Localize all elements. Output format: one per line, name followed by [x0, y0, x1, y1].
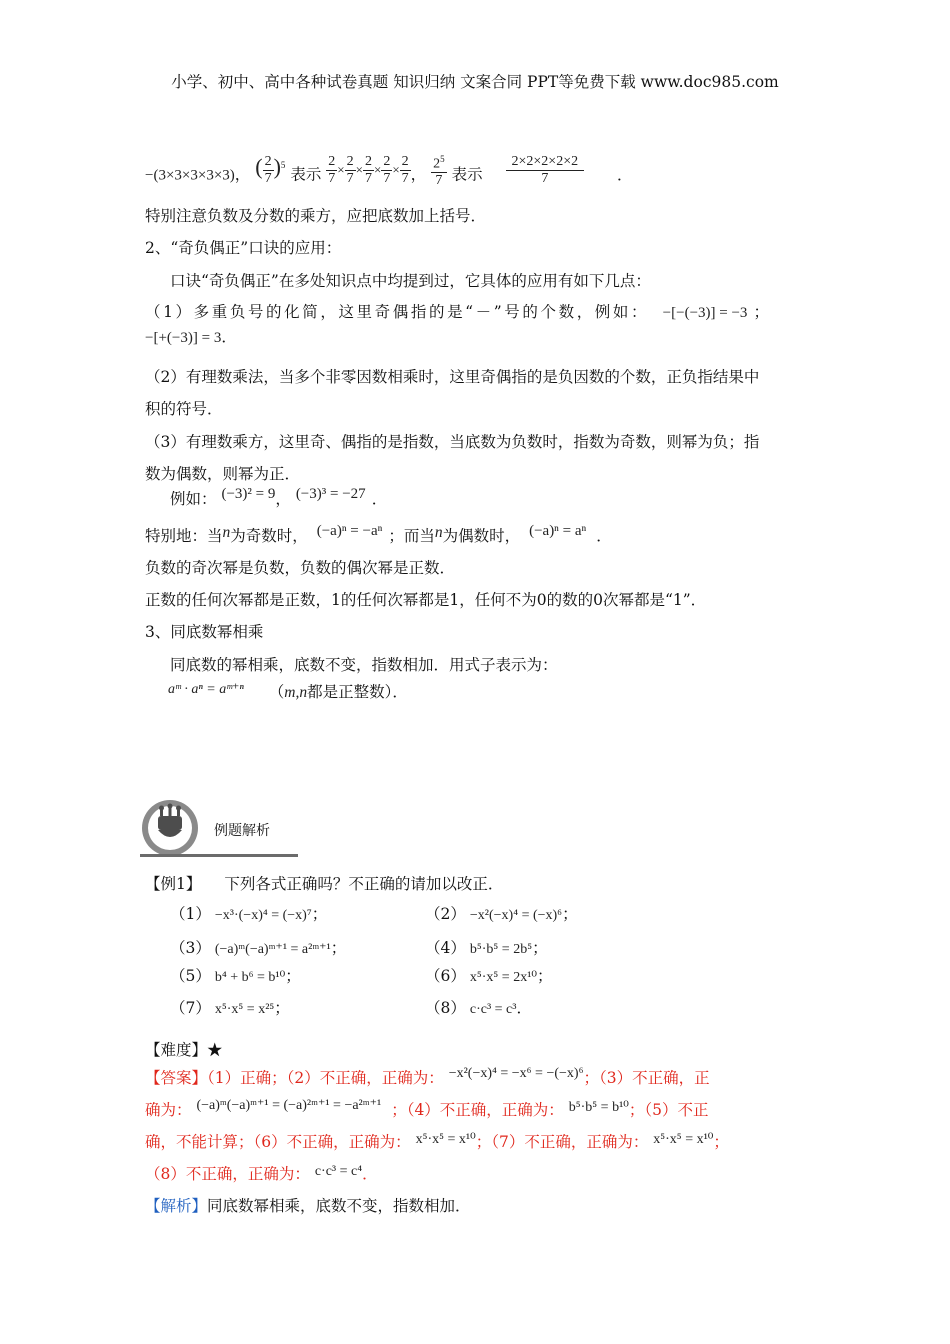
difficulty: 【难度】★: [145, 1041, 223, 1059]
banner-label: 例题解析: [214, 823, 270, 839]
paragraph: （1）多重负号的化简，这里奇偶指的是“－”号的个数，例如： −[−(−3)] = −3 ；: [145, 303, 769, 321]
answer-line: 确为： (−a)ᵐ(−a)ᵐ⁺¹ = (−a)²ᵐ⁺¹ = −a²ᵐ⁺¹ ；（4）不正确，正确为： b⁵·b⁵ = b¹⁰；（5）不正: [145, 1098, 709, 1119]
section-title: 3、同底数幂相乘: [145, 623, 264, 641]
paragraph: aᵐ · aⁿ = aᵐ⁺ⁿ （m,n都是正整数）．: [168, 682, 408, 701]
example-question: 【例1】 下列各式正确吗？不正确的请加以改正．: [145, 875, 504, 893]
paragraph: 同底数的幂相乘，底数不变，指数相加．用式子表示为：: [170, 656, 558, 674]
analysis-label: 【解析】: [145, 1197, 208, 1215]
math-expression: b⁴ + b⁶ = b¹⁰: [214, 970, 286, 985]
math-expression: (−a)ⁿ = −aⁿ: [316, 523, 383, 539]
math-expression: x⁵·x⁵ = x¹⁰: [415, 1132, 476, 1147]
example-item: （8） c·c³ = c³．: [425, 999, 532, 1017]
math-expression: −[−(−3)] = −3: [662, 305, 748, 321]
math-expression: c·c³ = c⁴: [314, 1164, 363, 1179]
math-expression: −[+(−3)] = 3: [145, 330, 222, 346]
answer-line: 【答案】（1）正确；（2）不正确，正确为： −x²(−x)⁴ = −x⁶ = −(−x)⁶；（3）不正确，正: [145, 1066, 710, 1087]
math-expression: −(3×3×3×3×3): [145, 167, 235, 184]
math-expression: b⁵·b⁵ = 2b⁵: [469, 942, 533, 957]
answer-line: （8）不正确，正确为： c·c³ = c⁴．: [145, 1164, 378, 1183]
math-expression: $\frac{2\times 2\times 2\times 2\times 2}{7}$: [506, 145, 585, 195]
example-item: （3） (−a)ᵐ(−a)ᵐ⁺¹ = a²ᵐ⁺¹；: [170, 939, 347, 957]
math-expression: −x²(−x)⁴ = −x⁶ = −(−x)⁶: [448, 1066, 584, 1081]
answer-label: 【答案】: [145, 1069, 208, 1087]
math-expression: $\frac{2^5}{7}$: [431, 145, 447, 195]
math-expression: c·c³ = c³: [469, 1002, 517, 1017]
section-title: 2、“奇负偶正”口诀的应用：: [145, 239, 342, 257]
answer-line: 确，不能计算；（6）不正确，正确为： x⁵·x⁵ = x¹⁰；（7）不正确，正确为： x⁵·x⁵ = x¹⁰；: [145, 1132, 729, 1151]
lamp-icon: [158, 804, 182, 838]
math-expression: x⁵·x⁵ = x²⁵: [214, 1002, 275, 1017]
section-banner: [140, 798, 300, 860]
paragraph: −[+(−3)] = 3．: [145, 328, 237, 346]
example-item: （4） b⁵·b⁵ = 2b⁵；: [425, 939, 548, 957]
example-item: （7） x⁵·x⁵ = x²⁵；: [170, 999, 290, 1017]
paragraph: （3）有理数乘方，这里奇、偶指的是指数，当底数为负数时，指数为奇数，则幂为负；指: [145, 433, 760, 451]
page-header: 小学、初中、高中各种试卷真题 知识归纳 文案合同 PPT等免费下载 www.doc985.com: [171, 73, 779, 91]
note-text: 特别注意负数及分数的乘方，应把底数加上括号．: [145, 207, 487, 225]
math-expression: (−3)³ = −27: [295, 486, 366, 502]
math-expression: −x³·(−x)⁴ = (−x)⁷: [214, 908, 312, 923]
math-expression: −x²(−x)⁴ = (−x)⁶: [469, 908, 563, 923]
math-expression: (−3)² = 9: [221, 486, 276, 502]
example-item: （6） x⁵·x⁵ = 2x¹⁰；: [425, 967, 553, 985]
math-expression: x⁵·x⁵ = 2x¹⁰: [469, 970, 538, 985]
math-expression: ( $\frac{2}{7}$ )$^5$: [255, 154, 286, 187]
math-expression: (−a)ᵐ(−a)ᵐ⁺¹ = (−a)²ᵐ⁺¹ = −a²ᵐ⁺¹: [196, 1098, 382, 1113]
example-item: （5） b⁴ + b⁶ = b¹⁰；: [170, 967, 301, 985]
math-expression: b⁵·b⁵ = b¹⁰: [568, 1100, 629, 1115]
example-item: （1） −x³·(−x)⁴ = (−x)⁷；: [170, 905, 328, 923]
math-expression: x⁵·x⁵ = x¹⁰: [653, 1132, 714, 1147]
paragraph: 特别地：当n为奇数时， (−a)ⁿ = −aⁿ ；而当n为偶数时， (−a)ⁿ = aⁿ ．: [145, 523, 612, 545]
paragraph: （2）有理数乘法，当多个非零因数相乘时，这里奇偶指的是负因数的个数，正负指结果中: [145, 368, 760, 386]
math-expression: (−a)ⁿ = aⁿ: [529, 523, 587, 539]
analysis-line: 【解析】同底数幂相乘，底数不变，指数相加．: [145, 1197, 471, 1215]
intro-formula-line: −(3×3×3×3×3)， ( $\frac{2}{7}$ )$^5$ 表示 $\frac{2}{7}$ × $\frac{2}{7}$ × $\frac{2}{7}$ × $\frac{2}{7}$ × $\frac{2}{7}$ ， $\frac{2^5}{7}$ 表示 $\frac{2\times 2\times 2\times 2\times 2}{7}$ ．: [145, 148, 633, 198]
paragraph: 数为偶数，则幂为正．: [145, 465, 301, 483]
example-item: （2） −x²(−x)⁴ = (−x)⁶；: [425, 905, 578, 923]
paragraph: 积的符号．: [145, 400, 223, 418]
paragraph: 例如： (−3)² = 9， (−3)³ = −27 ．: [170, 486, 388, 508]
math-expression: aᵐ · aⁿ = aᵐ⁺ⁿ: [168, 682, 244, 697]
math-expression: (−a)ᵐ(−a)ᵐ⁺¹ = a²ᵐ⁺¹: [214, 942, 331, 957]
math-expression: $\frac{2}{7}$ × $\frac{2}{7}$ × $\frac{2}{7}$ × $\frac{2}{7}$ × $\frac{2}{7}$: [328, 154, 409, 187]
paragraph: 口诀“奇负偶正”在多处知识点中均提到过，它具体的应用有如下几点：: [170, 272, 651, 290]
paragraph: 正数的任何次幂都是正数，1的任何次幂都是1，任何不为0的数的0次幂都是“1”．: [145, 591, 707, 609]
paragraph: 负数的奇次幂是负数，负数的偶次幂是正数．: [145, 559, 456, 577]
star-rating: ★: [207, 1041, 223, 1059]
